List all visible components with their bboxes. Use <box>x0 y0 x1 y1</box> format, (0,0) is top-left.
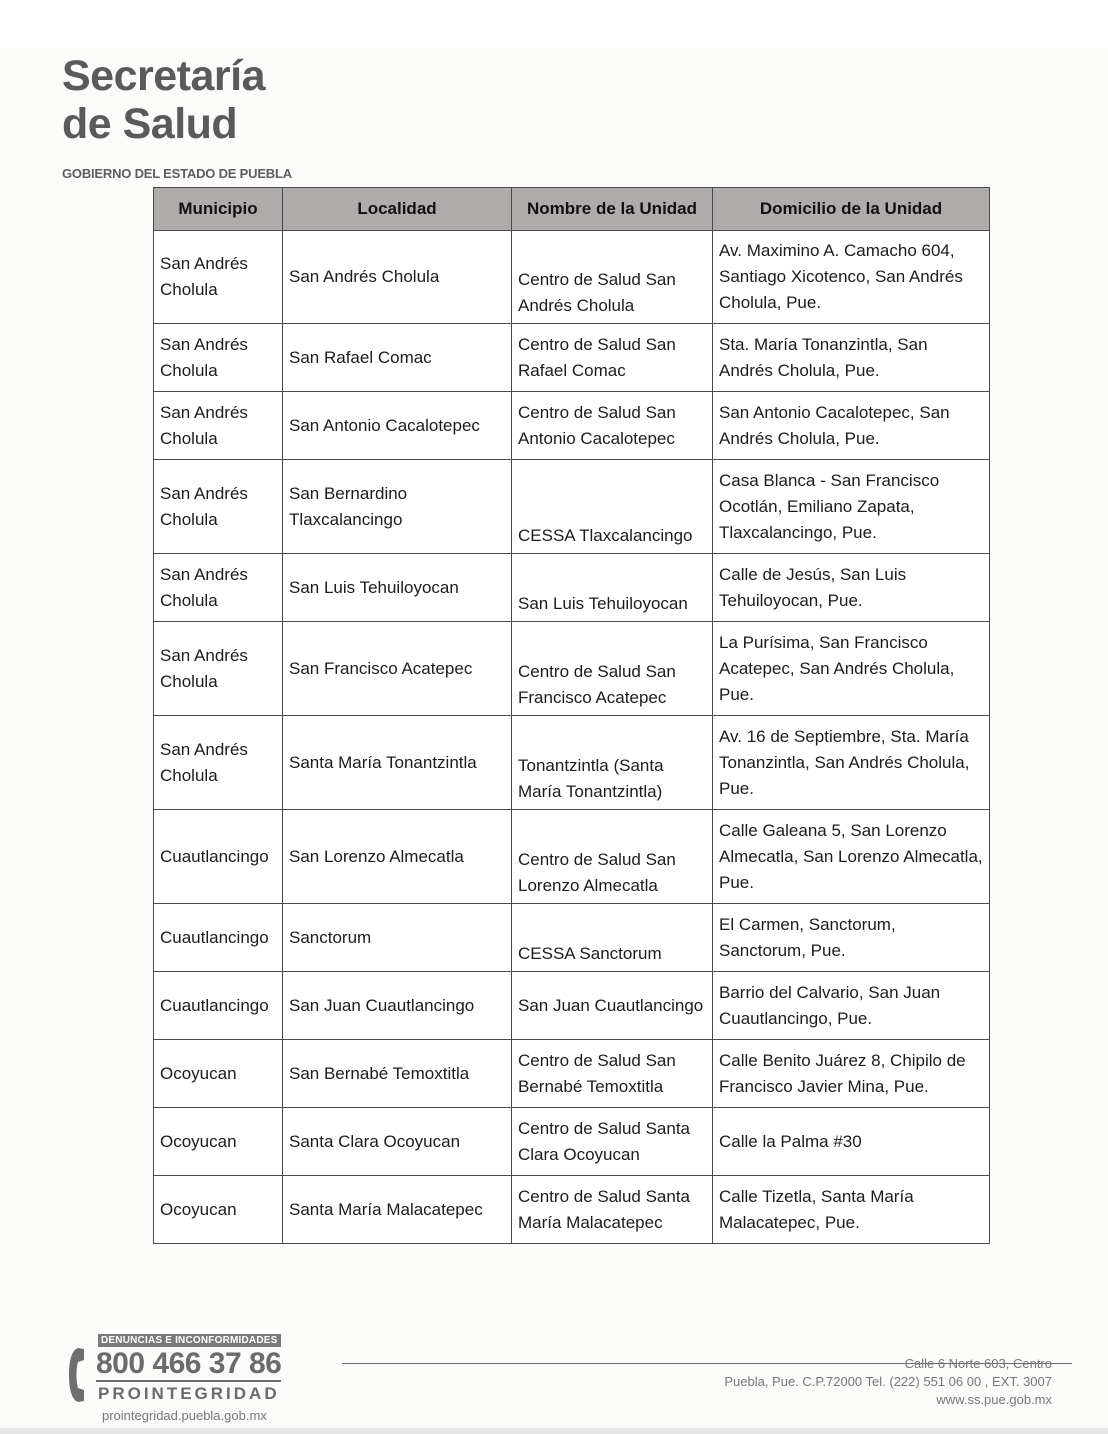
health-units-table <box>153 187 990 1244</box>
denuncias-label: DENUNCIAS E INCONFORMIDADES <box>98 1334 281 1347</box>
cell-unidad: San Luis Tehuiloyocan <box>512 554 713 622</box>
cell-municipio: Cuautlancingo <box>154 972 283 1040</box>
cell-localidad: Santa Clara Ocoyucan <box>283 1108 512 1176</box>
table-row <box>154 324 990 392</box>
logo-subtitle: GOBIERNO DEL ESTADO DE PUEBLA <box>62 166 292 181</box>
table-row <box>154 231 990 324</box>
cell-localidad: San Lorenzo Almecatla <box>283 810 512 904</box>
cell-municipio: San Andrés Cholula <box>154 231 283 324</box>
top-margin <box>0 0 1108 48</box>
cell-municipio: Ocoyucan <box>154 1176 283 1244</box>
cell-municipio: San Andrés Cholula <box>154 622 283 716</box>
table-row <box>154 1108 990 1176</box>
cell-municipio: San Andrés Cholula <box>154 460 283 554</box>
prointegridad-label: PROINTEGRIDAD <box>98 1384 280 1403</box>
cell-localidad: Santa María Malacatepec <box>283 1176 512 1244</box>
cell-domicilio: San Antonio Cacalotepec, San Andrés Cholula, Pue. <box>713 392 990 460</box>
table-row <box>154 1040 990 1108</box>
column-header-municipio: Municipio <box>154 188 283 231</box>
cell-localidad: San Luis Tehuiloyocan <box>283 554 512 622</box>
table-header-row <box>154 188 990 231</box>
prointegridad-link[interactable]: prointegridad.puebla.gob.mx <box>102 1408 267 1423</box>
column-header-localidad: Localidad <box>283 188 512 231</box>
cell-localidad: San Rafael Comac <box>283 324 512 392</box>
cell-unidad: Tonantzintla (Santa María Tonantzintla) <box>512 716 713 810</box>
cell-unidad: Centro de Salud San Antonio Cacalotepec <box>512 392 713 460</box>
cell-domicilio: Av. 16 de Septiembre, Sta. María Tonanzintla, San Andrés Cholula, Pue. <box>713 716 990 810</box>
cell-municipio: San Andrés Cholula <box>154 324 283 392</box>
cell-unidad: Centro de Salud San Andrés Cholula <box>512 231 713 324</box>
cell-unidad: CESSA Sanctorum <box>512 904 713 972</box>
cell-localidad: San Antonio Cacalotepec <box>283 392 512 460</box>
table-row <box>154 810 990 904</box>
logo-line-1: Secretaría <box>62 52 265 100</box>
cell-unidad: Centro de Salud San Rafael Comac <box>512 324 713 392</box>
logo-line-2: de Salud <box>62 100 238 148</box>
cell-localidad: Santa María Tonantzintla <box>283 716 512 810</box>
cell-municipio: Cuautlancingo <box>154 810 283 904</box>
cell-municipio: Ocoyucan <box>154 1040 283 1108</box>
contact-address <box>724 1355 1052 1409</box>
table-row <box>154 392 990 460</box>
table-row <box>154 972 990 1040</box>
cell-domicilio: Calle la Palma #30 <box>713 1108 990 1176</box>
prointegridad-block <box>68 1334 298 1426</box>
table-row <box>154 904 990 972</box>
cell-unidad: Centro de Salud San Lorenzo Almecatla <box>512 810 713 904</box>
cell-unidad: CESSA Tlaxcalancingo <box>512 460 713 554</box>
cell-unidad: San Juan Cuautlancingo <box>512 972 713 1040</box>
cell-municipio: Ocoyucan <box>154 1108 283 1176</box>
table-row <box>154 622 990 716</box>
table-row <box>154 460 990 554</box>
cell-localidad: San Bernabé Temoxtitla <box>283 1040 512 1108</box>
cell-domicilio: Calle Galeana 5, San Lorenzo Almecatla, San Lorenzo Almecatla, Pue. <box>713 810 990 904</box>
cell-localidad: San Andrés Cholula <box>283 231 512 324</box>
cell-municipio: San Andrés Cholula <box>154 716 283 810</box>
cell-unidad: Centro de Salud Santa María Malacatepec <box>512 1176 713 1244</box>
cell-domicilio: Calle Benito Juárez 8, Chipilo de Francisco Javier Mina, Pue. <box>713 1040 990 1108</box>
cell-domicilio: El Carmen, Sanctorum, Sanctorum, Pue. <box>713 904 990 972</box>
complaint-phone-number: 800 466 37 86 <box>96 1347 282 1380</box>
address-line-1: Calle 6 Norte 603, Centro <box>904 1356 1052 1371</box>
website-link[interactable]: www.ss.pue.gob.mx <box>936 1392 1052 1407</box>
table-row <box>154 1176 990 1244</box>
cell-domicilio: Calle Tizetla, Santa María Malacatepec, Pue. <box>713 1176 990 1244</box>
cell-municipio: San Andrés Cholula <box>154 554 283 622</box>
cell-domicilio: La Purísima, San Francisco Acatepec, San Andrés Cholula, Pue. <box>713 622 990 716</box>
phone-handset-icon <box>68 1346 96 1404</box>
cell-municipio: Cuautlancingo <box>154 904 283 972</box>
cell-municipio: San Andrés Cholula <box>154 392 283 460</box>
cell-domicilio: Calle de Jesús, San Luis Tehuiloyocan, Pue. <box>713 554 990 622</box>
cell-localidad: San Bernardino Tlaxcalancingo <box>283 460 512 554</box>
logo-title <box>62 52 265 148</box>
cell-localidad: San Juan Cuautlancingo <box>283 972 512 1040</box>
bottom-margin <box>0 1428 1108 1434</box>
cell-localidad: San Francisco Acatepec <box>283 622 512 716</box>
cell-unidad: Centro de Salud Santa Clara Ocoyucan <box>512 1108 713 1176</box>
table-row <box>154 716 990 810</box>
cell-domicilio: Casa Blanca - San Francisco Ocotlán, Emiliano Zapata, Tlaxcalancingo, Pue. <box>713 460 990 554</box>
cell-domicilio: Sta. María Tonanzintla, San Andrés Cholula, Pue. <box>713 324 990 392</box>
address-line-2: Puebla, Pue. C.P.72000 Tel. (222) 551 06 00 , EXT. 3007 <box>724 1374 1052 1389</box>
cell-domicilio: Av. Maximino A. Camacho 604, Santiago Xicotenco, San Andrés Cholula, Pue. <box>713 231 990 324</box>
cell-localidad: Sanctorum <box>283 904 512 972</box>
column-header-domicilio: Domicilio de la Unidad <box>713 188 990 231</box>
cell-unidad: Centro de Salud San Francisco Acatepec <box>512 622 713 716</box>
cell-unidad: Centro de Salud San Bernabé Temoxtitla <box>512 1040 713 1108</box>
column-header-unidad: Nombre de la Unidad <box>512 188 713 231</box>
cell-domicilio: Barrio del Calvario, San Juan Cuautlancingo, Pue. <box>713 972 990 1040</box>
table-row <box>154 554 990 622</box>
